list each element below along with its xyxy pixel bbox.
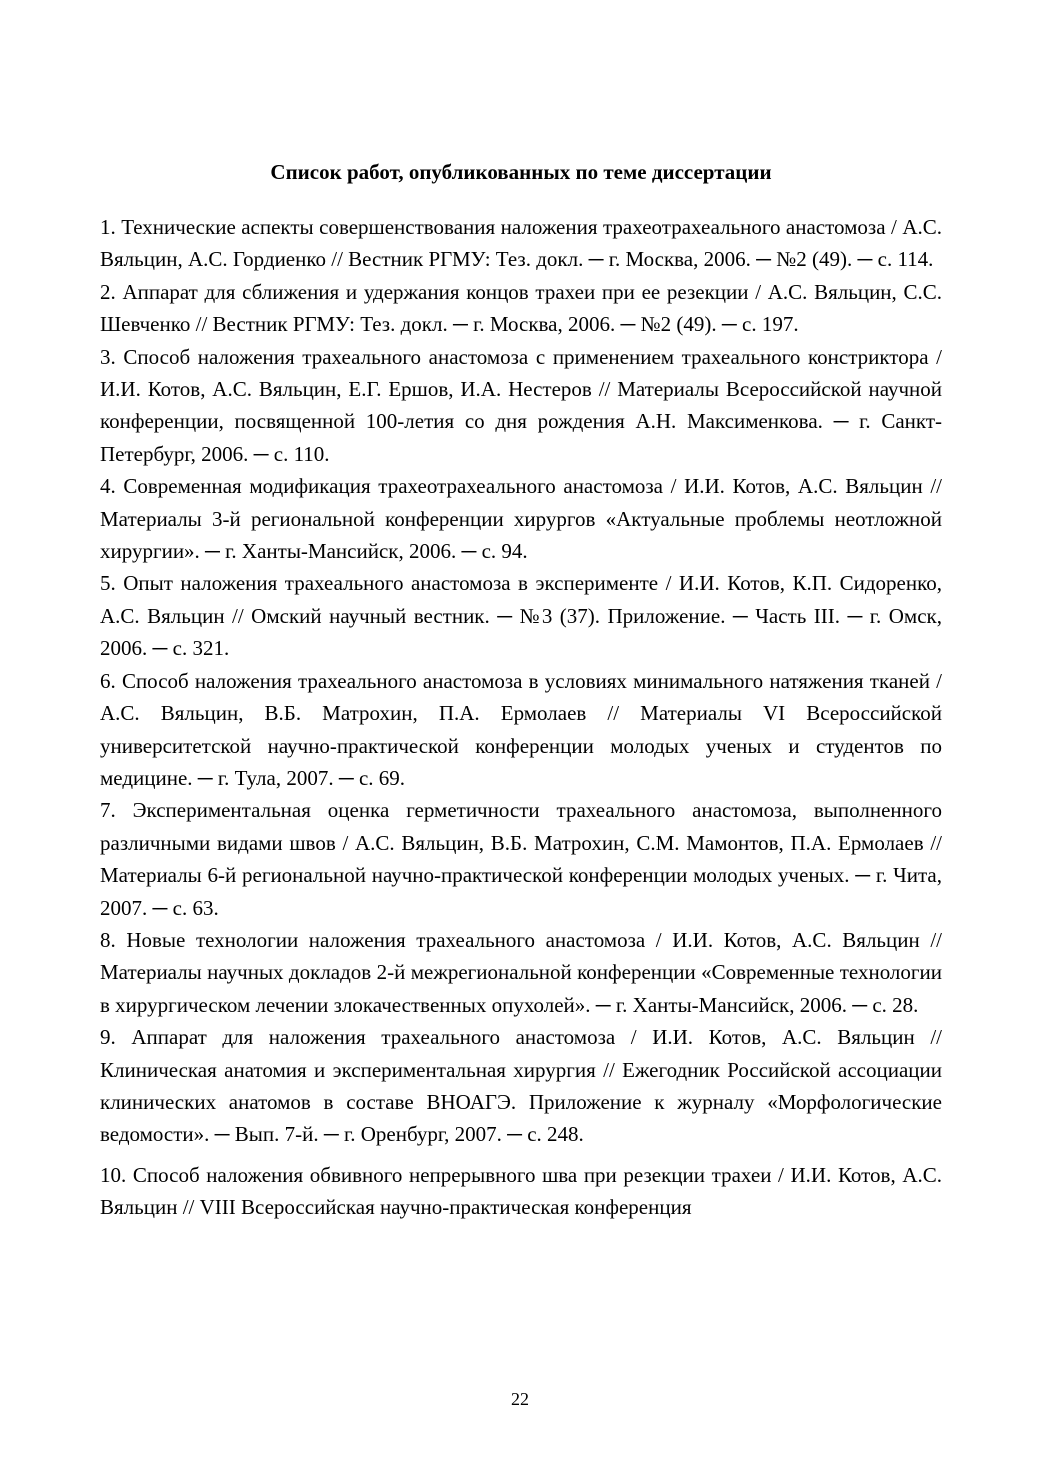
list-item: 10. Способ наложения обвивного непрерывного шва при резекции трахеи / И.И. Котов, А.С. Вяльцин // VIII Всероссийская научно-практическая конференция — [100, 1162, 942, 1220]
list-item: 9. Аппарат для наложения трахеального анастомоза / И.И. Котов, А.С. Вяльцин // Клиническая анатомия и экспериментальная хирургия // Ежегодник Российской ассоциации клинических анатомов в составе ВНОАГЭ. Приложение к журналу «Морфологические ведомости». ─ Вып. 7-й. ─ г. Оренбург, 2007. ─ с. 248. — [100, 1025, 942, 1147]
list-item: 4. Современная модификация трахеотрахеального анастомоза / И.И. Котов, А.С. Вяльцин // Материалы 3-й региональной конференции хирургов «Актуальные проблемы неотложной хирургии». ─ г. Ханты-Мансийск, 2006. ─ с. 94. — [100, 474, 942, 564]
list-item: 1. Технические аспекты совершенствования наложения трахеотрахеального анастомоза / А.С. Вяльцин, А.С. Гордиенко // Вестник РГМУ: Тез. докл. ─ г. Москва, 2006. ─ №2 (49). ─ с. 114. — [100, 215, 942, 272]
list-item: 5. Опыт наложения трахеального анастомоза в эксперименте / И.И. Котов, К.П. Сидоренко, А.С. Вяльцин // Омский научный вестник. ─ №3 (37). Приложение. ─ Часть III. ─ г. Омск, 2006. ─ с. 321. — [100, 571, 942, 661]
list-item: 6. Способ наложения трахеального анастомоза в условиях минимального натяжения тканей / А.С. Вяльцин, В.Б. Матрохин, П.А. Ермолаев // Материалы VI Всероссийской университетской научно-практической конференции молодых ученых и студентов по медицине. ─ г. Тула, 2007. ─ с. 69. — [100, 668, 942, 790]
list-item: 8. Новые технологии наложения трахеального анастомоза / И.И. Котов, А.С. Вяльцин // Материалы научных докладов 2-й межрегиональной конференции «Современные технологии в хирургическом лечении злокачественных опухолей». ─ г. Ханты-Мансийск, 2006. ─ с. 28. — [100, 927, 942, 1017]
page-title: Список работ, опубликованных по теме диссертации — [270, 160, 772, 184]
publication-list — [100, 211, 942, 1224]
list-item: 7. Экспериментальная оценка герметичности трахеального анастомоза, выполненного различными видами швов / А.С. Вяльцин, В.Б. Матрохин, С.М. Мамонтов, П.А. Ермолаев // Материалы 6-й региональной научно-практической конференции молодых ученых. ─ г. Чита, 2007. ─ с. 63. — [100, 798, 942, 920]
page-number: 22 — [511, 1389, 529, 1409]
list-item: 3. Способ наложения трахеального анастомоза с применением трахеального констриктора /И.И. Котов, А.С. Вяльцин, Е.Г. Ершов, И.А. Нестеров // Материалы Всероссийской научной конференции, посвященной 100-летия со дня рождения А.Н. Максименкова. ─ г. Санкт-Петербург, 2006. ─ с. 110. — [100, 344, 942, 466]
list-item: 2. Аппарат для сближения и удержания концов трахеи при ее резекции / А.С. Вяльцин, С.С. Шевченко // Вестник РГМУ: Тез. докл. ─ г. Москва, 2006. ─ №2 (49). ─ с. 197. — [100, 279, 942, 337]
